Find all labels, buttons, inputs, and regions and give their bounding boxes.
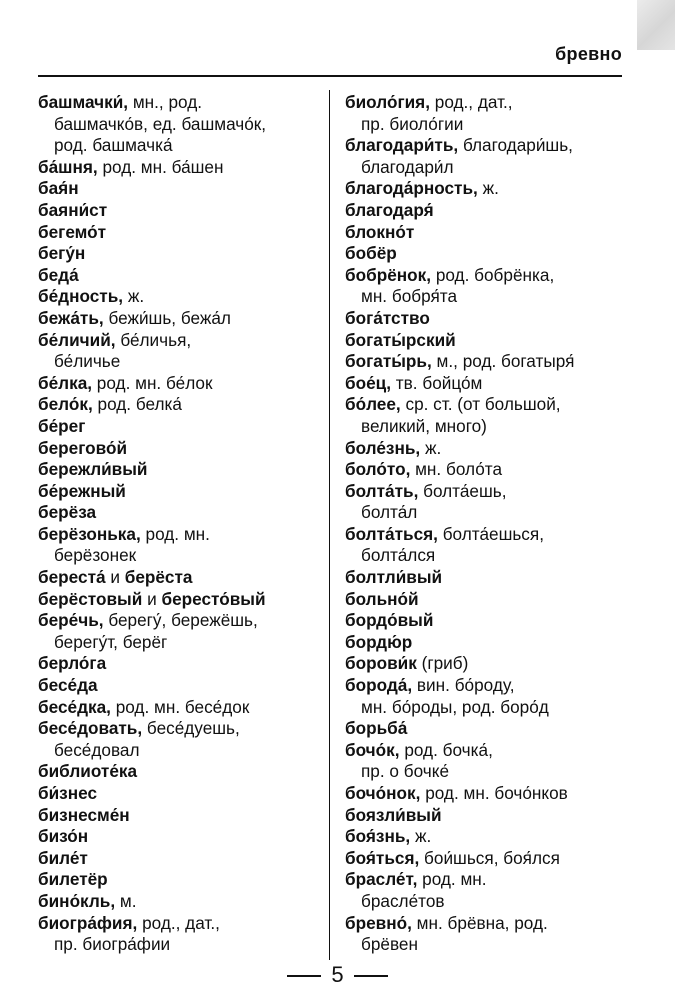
dictionary-entry: [38, 373, 328, 395]
dictionary-entry: [38, 869, 328, 891]
dictionary-entry: [345, 92, 635, 135]
entry-continuation: бе́личье: [54, 351, 121, 372]
dictionary-entry: [38, 330, 328, 373]
headword: бежа́ть,: [38, 307, 104, 328]
entry-note: бои́шься, боя́лся: [419, 847, 560, 868]
headword: бая́н: [38, 178, 79, 199]
headword: бело́к,: [38, 394, 93, 415]
left-column: [38, 92, 328, 956]
headword: биоло́гия,: [345, 92, 430, 112]
entry-continuation: болта́лся: [361, 545, 436, 566]
entry-note: род. мн.: [140, 523, 210, 544]
dictionary-entry: [345, 632, 635, 654]
entry-note: бесе́дуешь,: [142, 718, 240, 739]
dictionary-entry: [38, 157, 328, 179]
dictionary-entry: [38, 243, 328, 265]
headword: боя́ться,: [345, 847, 420, 868]
dictionary-entry: [38, 286, 328, 308]
dictionary-entry: [38, 308, 328, 330]
headword: больно́й: [345, 588, 419, 609]
headword: берёстовый: [38, 588, 143, 609]
entry-continuation: мн. бо́роды, род. боро́д: [361, 696, 549, 717]
headword-variant: бересто́вый: [161, 588, 266, 609]
entry-note: род. мн. бесе́док: [110, 696, 250, 717]
entry-continuation: берёзонек: [54, 545, 137, 566]
page-footer: [0, 962, 675, 988]
dictionary-entry: [345, 308, 635, 330]
entry-note: род. мн. бе́лок: [92, 372, 213, 393]
headword: благода́рность,: [345, 178, 478, 199]
dictionary-entry: [38, 891, 328, 913]
headword: бе́режный: [38, 480, 126, 501]
dictionary-entry: [38, 805, 328, 827]
headword: боязли́вый: [345, 804, 442, 825]
entry-note: и: [105, 567, 125, 588]
dictionary-entry: [345, 848, 635, 870]
headword: берло́га: [38, 653, 107, 674]
dictionary-entry: [345, 330, 635, 352]
footer-dash-left: [287, 975, 321, 977]
headword: берегово́й: [38, 437, 128, 458]
dictionary-entry: [345, 826, 635, 848]
headword: бордю́р: [345, 631, 413, 652]
headword: бревно́,: [345, 912, 412, 933]
entry-note: род. мн.: [417, 869, 487, 890]
headword: богаты́рский: [345, 329, 456, 350]
dictionary-entry: [345, 394, 635, 437]
dictionary-entry: [345, 459, 635, 481]
dictionary-entry: [345, 524, 635, 567]
headword: бордо́вый: [345, 610, 434, 631]
headword: бо́лее,: [345, 394, 401, 415]
footer-dash-right: [354, 975, 388, 977]
dictionary-entry: [345, 675, 635, 718]
headword: бизо́н: [38, 826, 89, 847]
headword: берёзонька,: [38, 523, 141, 544]
entry-continuation: род. башмачка́: [54, 135, 173, 156]
entry-note: род. белка́: [92, 394, 182, 415]
dictionary-entry: [38, 848, 328, 870]
dictionary-entry: [345, 222, 635, 244]
headword: башмачки́,: [38, 92, 129, 112]
dictionary-entry: [345, 783, 635, 805]
dictionary-entry: [38, 524, 328, 567]
entry-continuation: брёвен: [361, 934, 418, 955]
headword: бобрёнок,: [345, 264, 432, 285]
headword: бесе́да: [38, 675, 98, 696]
headword: боя́знь,: [345, 826, 411, 847]
entry-note: м.: [115, 890, 137, 911]
entry-continuation: благодари́л: [361, 156, 454, 177]
headword: бе́личий,: [38, 329, 116, 350]
headword: билетёр: [38, 869, 108, 890]
headword: борода́,: [345, 675, 413, 696]
headword: баяни́ст: [38, 199, 108, 220]
headword: борьба́: [345, 718, 408, 739]
scan-corner-shadow: [637, 0, 675, 50]
headword: боло́то,: [345, 459, 411, 480]
dictionary-entry: [345, 135, 635, 178]
dictionary-entry: [38, 92, 328, 157]
dictionary-entry: [345, 178, 635, 200]
headword: бережли́вый: [38, 459, 148, 480]
dictionary-entry: [345, 567, 635, 589]
dictionary-entry: [38, 761, 328, 783]
entry-continuation: брасле́тов: [361, 890, 445, 911]
headword: благодари́ть,: [345, 135, 459, 156]
headword: ба́шня,: [38, 156, 98, 177]
headword: бегу́н: [38, 243, 86, 264]
entry-note: благодари́шь,: [458, 135, 573, 156]
dictionary-entry: [38, 589, 328, 611]
dictionary-entry: [345, 265, 635, 308]
entry-continuation: мн. бобря́та: [361, 286, 458, 307]
dictionary-entry: [345, 869, 635, 912]
headword: библиоте́ка: [38, 761, 138, 782]
headword: бобёр: [345, 243, 397, 264]
entry-note: род. мн. бочо́нков: [420, 783, 568, 803]
entry-note: род. мн. ба́шен: [97, 156, 224, 177]
dictionary-entry: [38, 697, 328, 719]
guide-word: бревно: [555, 44, 622, 64]
dictionary-entry: [345, 373, 635, 395]
entry-note: мн., род.: [128, 92, 202, 112]
headword: береста́: [38, 567, 106, 588]
entry-note: мн. боло́та: [410, 459, 503, 480]
entry-continuation: болта́л: [361, 502, 418, 523]
entry-note: ж.: [123, 286, 145, 307]
dictionary-entry: [38, 416, 328, 438]
headword: бесе́довать,: [38, 718, 143, 739]
headword: богаты́рь,: [345, 351, 432, 372]
headword: бочо́нок,: [345, 783, 421, 803]
dictionary-entry: [345, 200, 635, 222]
entry-continuation: берегу́т, берёг: [54, 631, 168, 652]
dictionary-entry: [345, 718, 635, 740]
headword: бере́чь,: [38, 610, 104, 631]
headword: биогра́фия,: [38, 912, 138, 933]
headword-variant: берёста: [124, 567, 193, 588]
headword: биле́т: [38, 847, 88, 868]
dictionary-entry: [38, 826, 328, 848]
entry-continuation: башмачко́в, ед. башмачо́к,: [54, 113, 267, 134]
headword: бе́рег: [38, 415, 86, 436]
headword: блокно́т: [345, 221, 415, 242]
entry-continuation: бесе́довал: [54, 739, 140, 760]
entry-note: и: [142, 588, 162, 609]
dictionary-entry: [38, 200, 328, 222]
header-rule: [38, 75, 622, 77]
dictionary-entry: [38, 438, 328, 460]
entry-note: (гриб): [416, 653, 469, 674]
dictionary-entry: [345, 805, 635, 827]
entry-note: бе́личья,: [115, 329, 192, 350]
dictionary-entry: [345, 243, 635, 265]
dictionary-entry: [38, 653, 328, 675]
headword: бе́дность,: [38, 286, 124, 307]
dictionary-entry: [38, 178, 328, 200]
headword: бесе́дка,: [38, 696, 111, 717]
dictionary-entry: [38, 718, 328, 761]
headword: бино́кль,: [38, 890, 116, 911]
dictionary-entry: [38, 675, 328, 697]
entry-note: род. бобрёнка,: [431, 264, 555, 285]
entry-note: ср. ст. (от большой,: [400, 394, 561, 415]
headword: брасле́т,: [345, 869, 418, 890]
entry-continuation: пр. о бочке́: [361, 761, 450, 782]
headword: болта́ть,: [345, 480, 419, 501]
dictionary-entry: [38, 610, 328, 653]
entry-note: тв. бойцо́м: [391, 372, 483, 393]
entry-note: болта́ешь,: [418, 480, 507, 501]
entry-note: мн. брёвна, род.: [411, 912, 548, 933]
headword: благодаря́: [345, 199, 434, 220]
dictionary-entry: [38, 913, 328, 956]
dictionary-entry: [345, 653, 635, 675]
entry-note: бежи́шь, бежа́л: [103, 307, 231, 328]
entry-continuation: пр. биоло́гии: [361, 113, 464, 134]
page-number: 5: [331, 962, 344, 987]
headword: берёза: [38, 502, 97, 523]
dictionary-entry: [345, 438, 635, 460]
entry-note: ж.: [477, 178, 499, 199]
column-divider: [329, 90, 330, 960]
entry-note: род., дат.,: [429, 92, 513, 112]
headword: болта́ться,: [345, 523, 438, 544]
entry-note: вин. бо́роду,: [412, 675, 515, 696]
dictionary-entry: [345, 481, 635, 524]
entry-note: род., дат.,: [137, 912, 220, 933]
entry-continuation: пр. биогра́фии: [54, 934, 171, 955]
dictionary-entry: [345, 351, 635, 373]
headword: беда́: [38, 264, 79, 285]
dictionary-entry: [38, 222, 328, 244]
entry-note: ж.: [410, 826, 432, 847]
right-column: [345, 92, 635, 956]
entry-note: болта́ешься,: [437, 523, 544, 544]
headword: би́знес: [38, 783, 97, 803]
dictionary-entry: [345, 740, 635, 783]
dictionary-entry: [38, 783, 328, 805]
dictionary-entry: [345, 589, 635, 611]
headword: бе́лка,: [38, 372, 93, 393]
dictionary-entry: [38, 265, 328, 287]
headword: бога́тство: [345, 307, 430, 328]
headword: бегемо́т: [38, 221, 107, 242]
headword: бизнесме́н: [38, 804, 130, 825]
headword: бое́ц,: [345, 372, 392, 393]
entry-note: род. бочка́,: [399, 739, 493, 760]
headword: боле́знь,: [345, 437, 421, 458]
dictionary-entry: [38, 459, 328, 481]
headword: борови́к: [345, 653, 417, 674]
entry-note: ж.: [420, 437, 442, 458]
dictionary-entry: [38, 394, 328, 416]
dictionary-entry: [345, 913, 635, 956]
dictionary-entry: [38, 481, 328, 503]
dictionary-entry: [38, 567, 328, 589]
dictionary-entry: [38, 502, 328, 524]
dictionary-entry: [345, 610, 635, 632]
headword: бочо́к,: [345, 739, 400, 760]
entry-continuation: великий, много): [361, 415, 487, 436]
headword: болтли́вый: [345, 567, 443, 588]
entry-note: берегу́, бережёшь,: [103, 610, 258, 631]
entry-note: м., род. богатыря́: [431, 351, 575, 372]
